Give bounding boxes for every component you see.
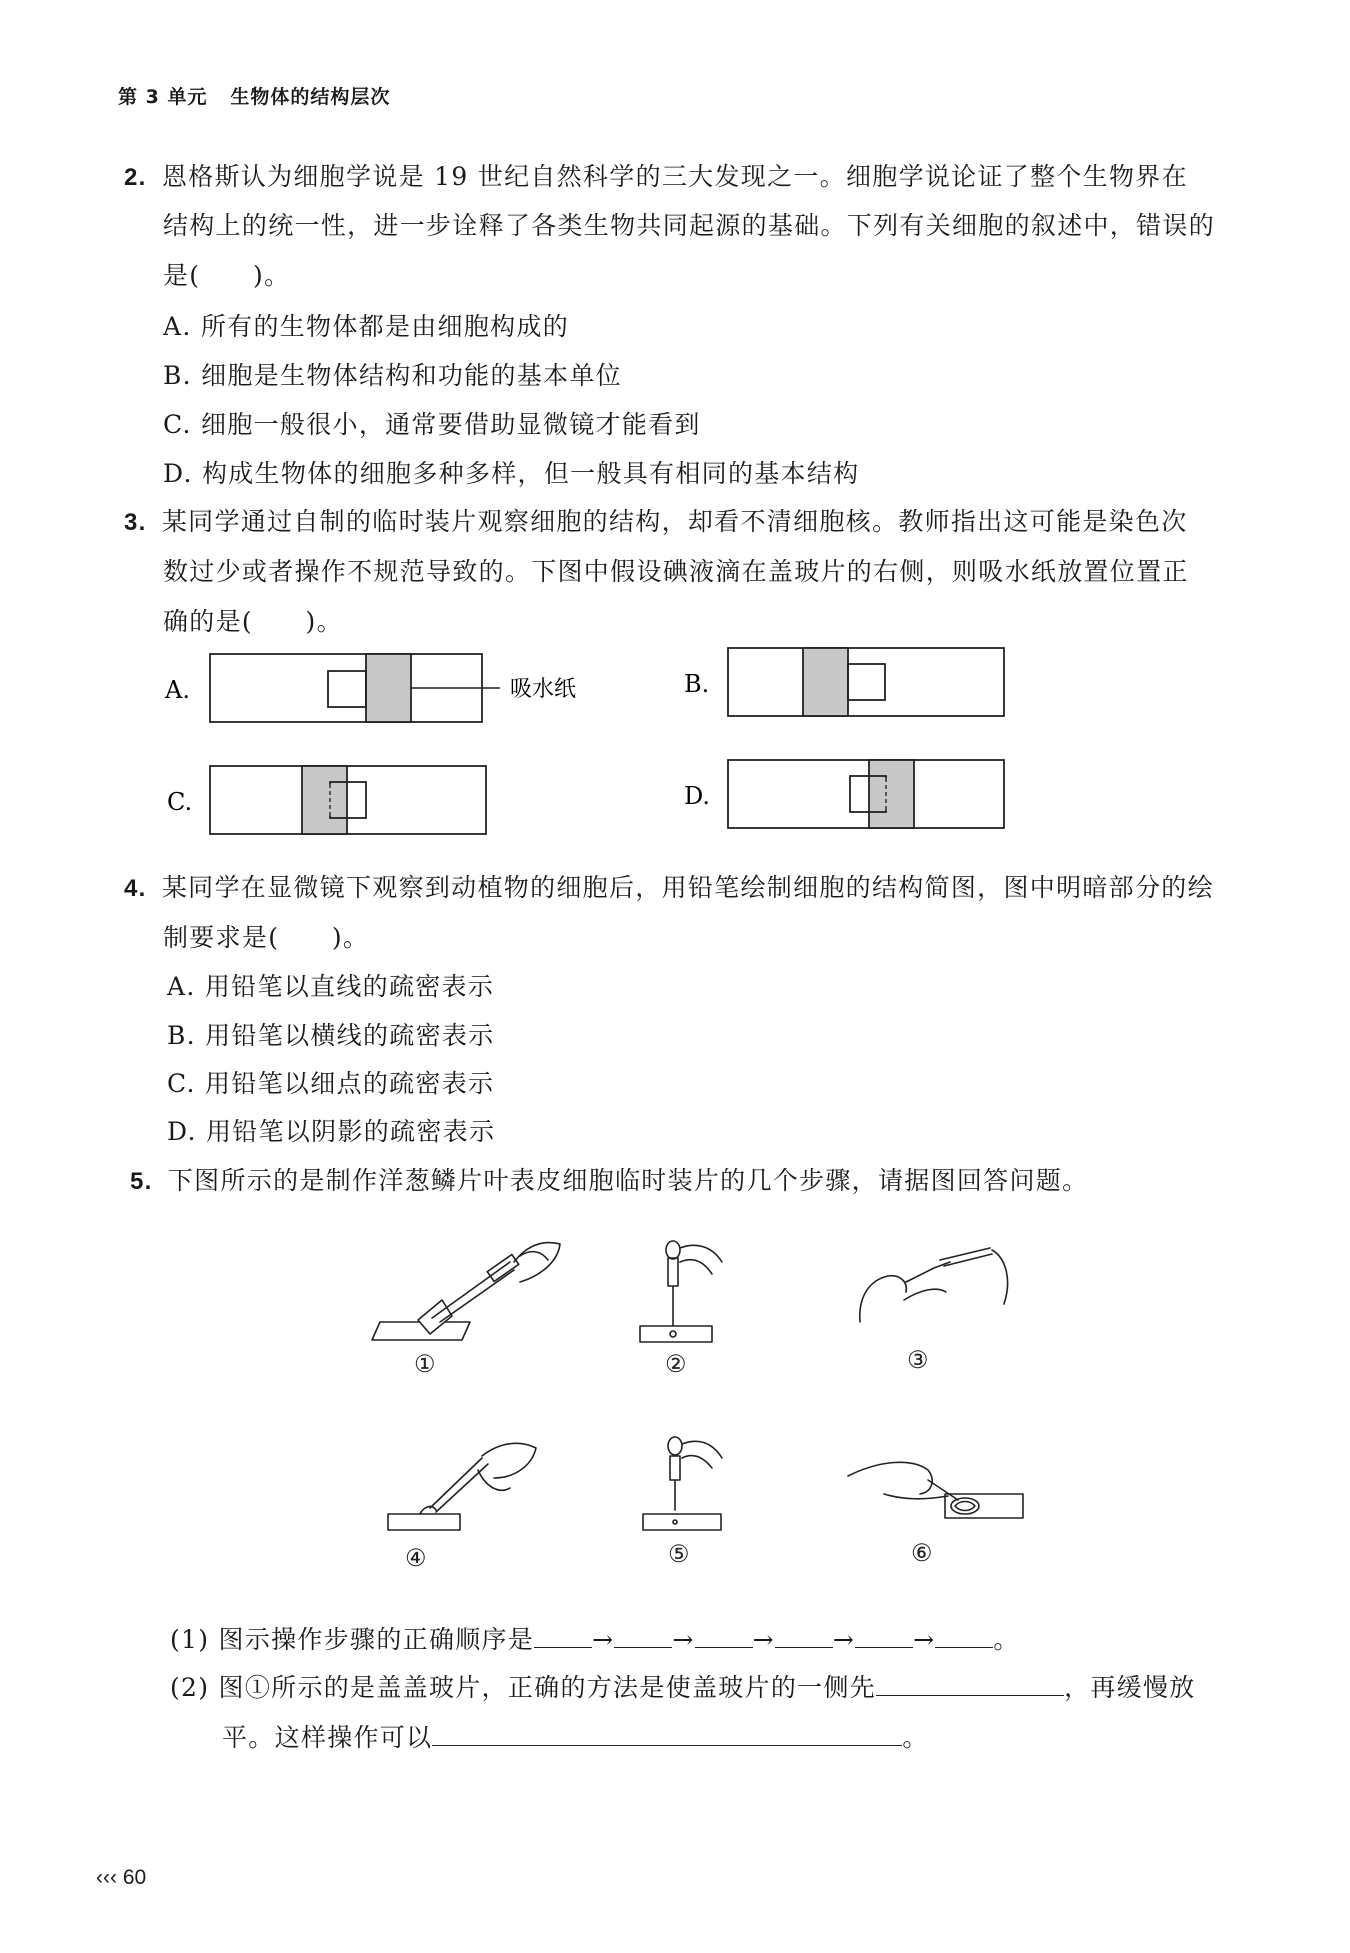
order-arrow-3: →: [752, 1625, 775, 1654]
order-arrow-5: →: [913, 1625, 936, 1654]
diagram-d-label: D.: [684, 782, 711, 810]
order-blank-3[interactable]: [695, 1625, 753, 1648]
step-1-illustration: [372, 1243, 560, 1340]
step-5-label: ⑤: [668, 1540, 690, 1568]
step-4-illustration: [388, 1443, 536, 1530]
order-arrow-1: →: [592, 1625, 615, 1654]
q4-number: 4.: [124, 875, 147, 902]
page-number: 60: [122, 1866, 147, 1889]
step-6-label: ⑥: [911, 1539, 933, 1567]
q5-sub2-line2-prefix: 平。这样操作可以: [222, 1723, 433, 1752]
absorbent-paper-label: 吸水纸: [510, 677, 577, 702]
q4-stem-1: 某同学在显微镜下观察到动植物的细胞后，用铅笔绘制细胞的结构简图，图中明暗部分的绘: [161, 873, 1214, 902]
q4-option-d: D. 用铅笔以阴影的疏密表示: [167, 1117, 496, 1146]
q4-option-c: C. 用铅笔以细点的疏密表示: [167, 1069, 495, 1098]
q5-sub1: [170, 1620, 1020, 1656]
step-4-label: ④: [405, 1544, 427, 1572]
q3-stem-2: 数过少或者操作不规范导致的。下图中假设碘液滴在盖玻片的右侧，则吸水纸放置位置正: [163, 557, 1189, 586]
q2-option-a: A. 所有的生物体都是由细胞构成的: [163, 312, 570, 341]
q3-number: 3.: [124, 509, 147, 536]
q4-option-b: B. 用铅笔以横线的疏密表示: [167, 1021, 495, 1050]
step-2-illustration: [640, 1241, 722, 1342]
q4-option-a: A. 用铅笔以直线的疏密表示: [167, 972, 495, 1001]
page-marks: ‹‹‹: [96, 1866, 117, 1889]
q2-number: 2.: [124, 164, 147, 191]
step-1-label: ①: [414, 1350, 436, 1378]
order-blank-5[interactable]: [855, 1625, 913, 1648]
step-3-illustration: [860, 1248, 1008, 1322]
page-footer: [96, 1866, 146, 1890]
step-3-label: ③: [907, 1346, 929, 1374]
step-2-label: ②: [665, 1350, 687, 1378]
unit-title: 生物体的结构层次: [230, 86, 391, 108]
q5-sub1-prefix: (1) 图示操作步骤的正确顺序是: [170, 1625, 535, 1654]
order-blank-1[interactable]: [534, 1625, 592, 1648]
order-blank-4[interactable]: [775, 1625, 833, 1648]
q5-sub2-line-1: [170, 1668, 1196, 1704]
q5-sub2-suffix: ，再缓慢放: [1064, 1673, 1196, 1702]
order-arrow-2: →: [672, 1625, 695, 1654]
diagram-b-label: B.: [684, 670, 710, 698]
q2-stem-3: 是( )。: [163, 261, 291, 290]
diagram-c-label: C.: [167, 788, 193, 816]
q5-sub1-end: 。: [993, 1625, 1020, 1654]
diagram-a-label: A.: [165, 676, 190, 704]
order-blank-2[interactable]: [614, 1625, 672, 1648]
q4-stem-2: 制要求是( )。: [163, 923, 370, 952]
q2-stem-2: 结构上的统一性，进一步诠释了各类生物共同起源的基础。下列有关细胞的叙述中，错误的: [163, 211, 1216, 240]
q5-sub2-prefix: (2) 图①所示的是盖盖玻片，正确的方法是使盖玻片的一侧先: [170, 1673, 877, 1702]
step-6-illustration: [848, 1462, 1023, 1518]
q5-sub2-line2-end: 。: [902, 1723, 929, 1752]
q3-stem-3: 确的是( )。: [163, 607, 343, 636]
q2-option-b: B. 细胞是生物体结构和功能的基本单位: [163, 361, 622, 390]
step-5-illustration: [643, 1437, 722, 1530]
q2-option-c: C. 细胞一般很小，通常要借助显微镜才能看到: [163, 410, 701, 439]
purpose-blank[interactable]: [432, 1723, 902, 1746]
q2-stem-1: 恩格斯认为细胞学说是 19 世纪自然科学的三大发现之一。细胞学说论证了整个生物界在: [161, 162, 1188, 191]
q3-stem-1: 某同学通过自制的临时装片观察细胞的结构，却看不清细胞核。教师指出这可能是染色次: [161, 507, 1188, 536]
q2-option-d: D. 构成生物体的细胞多种多样，但一般具有相同的基本结构: [163, 459, 860, 488]
q5-stem: 下图所示的是制作洋葱鳞片叶表皮细胞临时装片的几个步骤，请据图回答问题。: [167, 1166, 1089, 1195]
order-arrow-4: →: [832, 1625, 856, 1654]
q5-number: 5.: [130, 1168, 153, 1195]
q5-sub2-line-2: [222, 1718, 929, 1754]
cover-slip-blank[interactable]: [876, 1673, 1064, 1696]
unit-label: 第 3 单元: [118, 86, 208, 108]
order-blank-6[interactable]: [935, 1625, 993, 1648]
